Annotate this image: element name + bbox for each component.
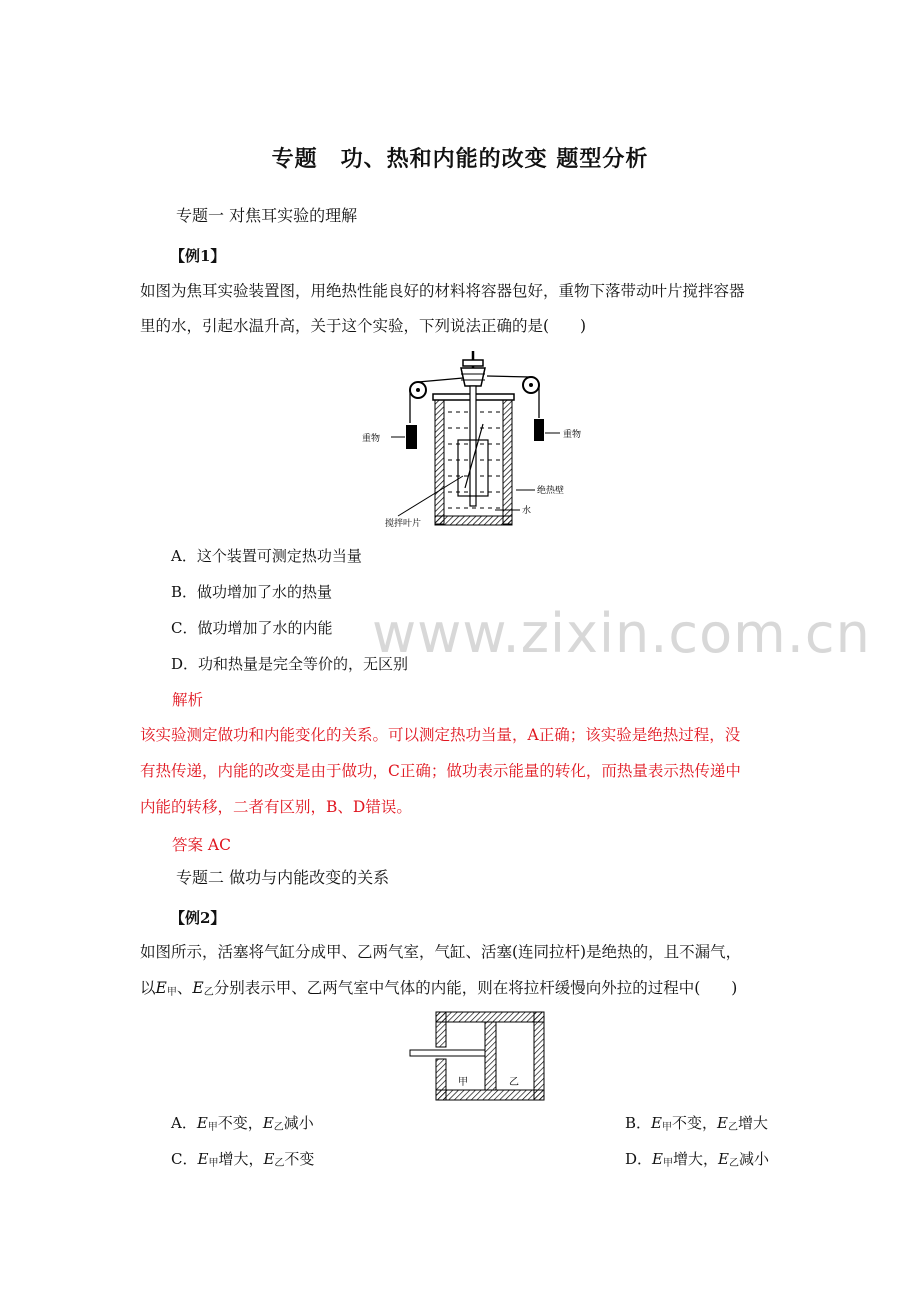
water-label: 水 — [522, 506, 532, 516]
example1-label: 【例1】 — [170, 247, 226, 265]
section2-heading: 专题二 做功与内能改变的关系 — [176, 868, 390, 887]
example1-option-a: A．这个装置可测定热功当量 — [171, 547, 362, 565]
insulated-wall-label: 绝热壁 — [537, 486, 565, 496]
piston — [485, 1022, 496, 1090]
analysis-line3: 内能的转移，二者有区别，B、D错误。 — [140, 798, 412, 816]
example2-question-line2: 以$E_甲$、$E_乙$分别表示甲、乙两气室中气体的内能，则在将拉杆缓慢向外拉的过程中( ) — [140, 979, 738, 998]
right-weight-label: 重物 — [563, 430, 582, 440]
answer-text: 答案 AC — [172, 836, 231, 854]
page-title: 专题 功、热和内能的改变 题型分析 — [271, 147, 649, 172]
watermark: www.zixin.com.cn — [372, 602, 871, 665]
example1-option-d: D．功和热量是完全等价的，无区别 — [171, 655, 409, 673]
joule-apparatus-diagram — [355, 348, 595, 534]
right-weight — [534, 419, 544, 441]
example2-option-c: C．$E_甲$增大，$E_乙$不变 — [171, 1150, 315, 1169]
stirring-blade-label: 搅拌叶片 — [385, 519, 422, 529]
left-weight — [406, 425, 417, 449]
section1-heading: 专题一 对焦耳实验的理解 — [176, 206, 358, 225]
left-weight-label: 重物 — [362, 434, 381, 444]
example2-label: 【例2】 — [170, 909, 226, 927]
cylinder-piston-diagram — [408, 1010, 548, 1102]
example2-option-d: D．$E_甲$增大，$E_乙$减小 — [625, 1150, 769, 1169]
example2-option-b: B．$E_甲$不变，$E_乙$增大 — [625, 1114, 768, 1133]
pull-rod — [410, 1050, 485, 1056]
example1-option-c: C．做功增加了水的内能 — [171, 619, 333, 637]
example2-question-line1: 如图所示，活塞将气缸分成甲、乙两气室，气缸、活塞(连同拉杆)是绝热的，且不漏气， — [140, 943, 742, 961]
example1-question-line1: 如图为焦耳实验装置图，用绝热性能良好的材料将容器包好，重物下落带动叶片搅拌容器 — [140, 282, 745, 300]
analysis-line1: 该实验测定做功和内能变化的关系。可以测定热功当量，A正确；该实验是绝热过程，没 — [140, 726, 741, 744]
example1-option-b: B．做功增加了水的热量 — [171, 583, 333, 601]
chamber-jia-label: 甲 — [458, 1077, 468, 1088]
analysis-line2: 有热传递，内能的改变是由于做功，C正确；做功表示能量的转化，而热量表示热传递中 — [140, 762, 741, 780]
example2-option-a: A．$E_甲$不变，$E_乙$减小 — [171, 1114, 314, 1133]
chamber-yi-label: 乙 — [509, 1077, 519, 1088]
example1-question-line2: 里的水，引起水温升高，关于这个实验，下列说法正确的是( ) — [140, 317, 587, 335]
analysis-label: 解析 — [172, 691, 204, 709]
